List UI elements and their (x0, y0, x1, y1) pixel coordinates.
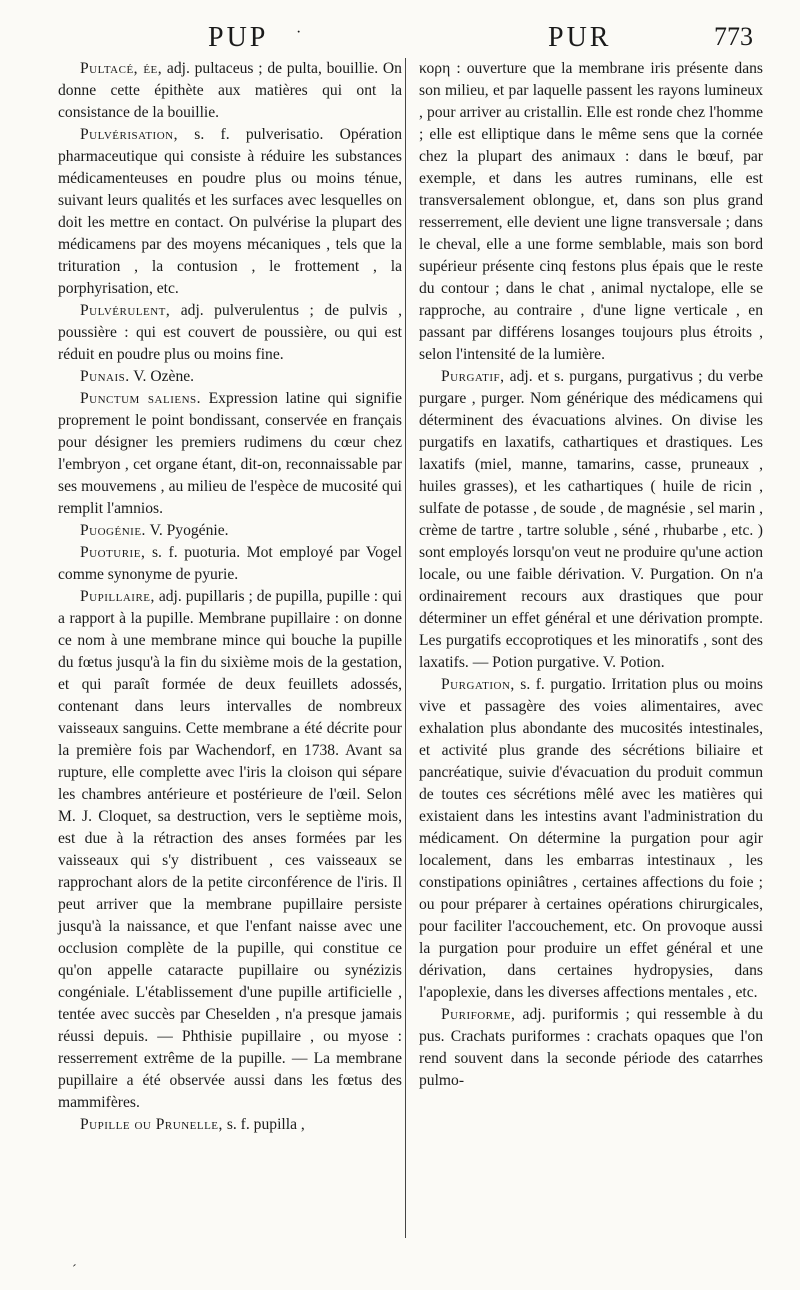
running-head-left: PUP (208, 22, 269, 53)
entry-body: adj. puriformis ; qui ressemble à du pus. Crachats puriformes : crachats opaques que l'on rend souvent dans la seconde période des catarrhes pulmo- (419, 1006, 763, 1089)
entry-headword: Punctum saliens. (80, 390, 202, 407)
entry-body: adj. pultaceus ; de pulta, bouillie. On donne cette épithète aux matières qui ont la consistance de la bouillie. (58, 60, 402, 121)
entry-body: V. Ozène. (129, 368, 195, 385)
dictionary-entry (58, 388, 402, 520)
entry-body: s. f. pupilla , (222, 1116, 305, 1133)
dictionary-entry (58, 58, 402, 124)
entry-headword: Puriforme, (441, 1006, 516, 1023)
entry-body: adj. pupillaris ; de pupilla, pupille : qui a rapport à la pupille. Membrane pupillaire : on donne ce nom à une membrane mince qui bouche la pupille du fœtus jusqu'à la fin du sixième mois de la gestation, et qui paraît formée de deux feuillets adossés, contenant dans leurs intervalles de nombreux vaisseaux sanguins. Cette membrane a été décrite pour la première fois par Wachendorf, en 1738. Avant sa rupture, elle complette avec l'iris la cloison qui sépare les chambres antérieure et postérieure de l'œil. Selon M. J. Cloquet, sa destruction, vers le septième mois, est due à la rétraction des anses formées par les vaisseaux qui s'y distribuent , ces vaisseaux se rapprochant alors de la petite circonférence de l'iris. Il peut arriver que la membrane pupillaire persiste jusqu'à la naissance, et que l'enfant naisse avec une occlusion complète de la pupille, qui constitue ce qu'on appelle cataracte pupillaire ou synézizis congéniale. L'établissement d'une pupille artificielle , tentée avec succès par Cheselden , n'a presque jamais réussi depuis. — Phthisie pupillaire , ou myose : resserrement extrême de la pupille. — La membrane pupillaire a été observée aussi dans les fœtus des mammifères. (58, 588, 402, 1111)
entry-headword: Punais. (80, 368, 130, 385)
entry-headword: Pupille ou Prunelle, (80, 1116, 223, 1133)
entry-body: Expression latine qui signifie proprement le point bondissant, conservée en français pour désigner les premiers rudimens du cœur chez l'embryon , cet organe étant, dit-on, reconnaissable par ses mouvemens , au milieu de l'espèce de mucosité qui remplit l'amnios. (58, 390, 402, 517)
dictionary-entry (58, 124, 402, 300)
dictionary-entry (58, 542, 402, 586)
entry-headword: Puogénie. (80, 522, 146, 539)
dictionary-entry (419, 58, 763, 366)
dictionary-entry (419, 366, 763, 674)
left-column (58, 58, 402, 1136)
page-number: 773 (714, 22, 753, 51)
entry-headword: Purgation, (441, 676, 515, 693)
running-head-right: PUR (548, 22, 612, 53)
dictionary-entry (58, 586, 402, 1114)
entry-body: adj. et s. purgans, purgativus ; du verbe purgare , purger. Nom générique des médicamens qui déterminent des évacuations alvines. On divise les purgatifs en laxatifs, cathartiques et drastiques. Les laxatifs (miel, manne, tamarins, casse, pruneaux , huiles grasses), et les cathartiques ( huile de ricin , sulfate de potasse , de soude , de magnésie , sel marin , crème de tartre , tartre soluble , séné , rhubarbe , etc. ) sont employés lorsqu'on veut ne produire qu'une action locale, ou une faible dérivation. V. Purgation. On n'a ordinairement recours aux drastiques que pour déterminer un effet général et une dérivation prompte. Les purgatifs eccoprotiques et les minoratifs , sont des laxatifs. — Potion purgative. V. Potion. (419, 368, 763, 671)
running-head-dot: · (296, 24, 305, 41)
entry-body: s. f. puoturia. Mot employé par Vogel comme synonyme de pyurie. (58, 544, 402, 583)
entry-body: adj. pulverulentus ; de pulvis , poussière : qui est couvert de poussière, ou qui est réduit en poudre plus ou moins fine. (58, 302, 402, 363)
entry-headword: Purgatif, (441, 368, 505, 385)
entry-body: V. Pyogénie. (145, 522, 229, 539)
entry-body: κορη : ouverture que la membrane iris présente dans son milieu, et par laquelle passent les rayons lumineux , pour arriver au cristallin. Elle est ronde chez l'homme ; elle est elliptique dans le même sens que la cornée chez la plupart des animaux : dans le bœuf, par exemple, et dans les autres ruminans, elle est transversalement oblongue, et, dans son plus grand resserrement, elle devient une ligne transversale ; dans le cheval, elle a une forme semblable, mais son bord supérieur présente cinq festons plus épais que le reste du contour ; dans le chat , animal nyctalope, elle se rapproche, au contraire , d'une ligne verticale , en passant par différens losanges toujours plus étroits , selon l'intensité de la lumière. (419, 60, 763, 363)
entry-headword: Pupillaire, (80, 588, 155, 605)
margin-mark: ´ (72, 1263, 77, 1278)
dictionary-entry (419, 1004, 763, 1092)
entry-headword: Pulvérulent, (80, 302, 171, 319)
entry-headword: Pultacé, ée, (80, 60, 163, 77)
dictionary-entry (58, 520, 402, 542)
dictionary-entry (58, 1114, 402, 1136)
page-header (0, 22, 800, 62)
dictionary-entry (419, 674, 763, 1004)
entry-headword: Pulvérisation, (80, 126, 178, 143)
dictionary-entry (58, 366, 402, 388)
entry-body: s. f. pulverisatio. Opération pharmaceutique qui consiste à réduire les substances médicamenteuses en poudre plus ou moins ténue, suivant leurs qualités et les surfaces avec lesquelles on doit les mettre en contact. On pulvérise la plupart des médicamens par des moyens mécaniques , tels que la trituration , la contusion , le frottement , la porphyrisation, etc. (58, 126, 402, 297)
column-divider (405, 58, 406, 1238)
entry-body: s. f. purgatio. Irritation plus ou moins vive et passagère des voies alimentaires, avec exhalation plus abondante des mucosités intestinales, et activité plus grande des sécrétions biliaire et pancréatique, suivie d'évacuation du produit commun de toutes ces sécrétions mêlé avec les matières qui existaient dans les intestins avant l'administration du médicament. On détermine la purgation pour agir localement, dans les embarras intestinaux , les constipations opiniâtres , certaines affections du foie ; ou pour préparer à certaines opérations chirurgicales, pour faciliter l'accouchement, etc. On provoque aussi la purgation pour produire un effet général et une dérivation, dans certaines hydropysies, dans l'apoplexie, dans les diverses affections mentales , etc. (419, 676, 763, 1001)
entry-headword: Puoturie, (80, 544, 146, 561)
dictionary-entry (58, 300, 402, 366)
right-column (419, 58, 763, 1092)
